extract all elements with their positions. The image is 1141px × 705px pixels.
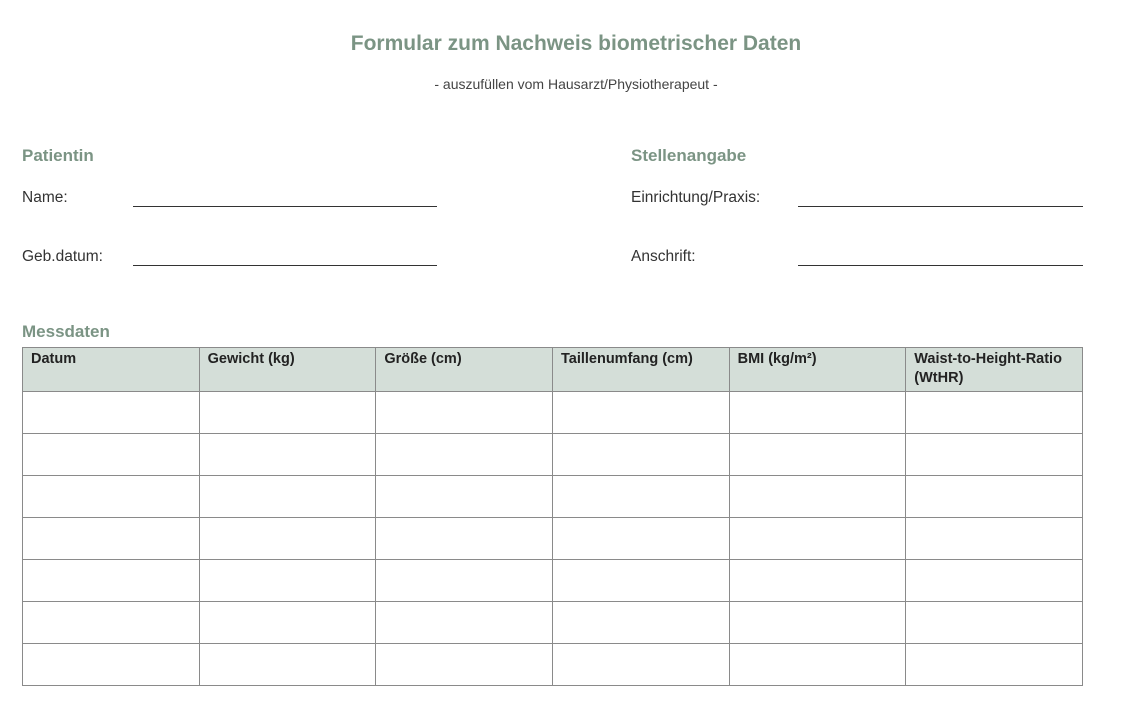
table-cell[interactable] bbox=[729, 476, 906, 518]
table-cell[interactable] bbox=[552, 518, 729, 560]
column-header-bmi: BMI (kg/m²) bbox=[729, 348, 906, 392]
table-cell[interactable] bbox=[23, 644, 200, 686]
measurements-body bbox=[23, 392, 1083, 686]
table-row bbox=[23, 644, 1083, 686]
address-field[interactable] bbox=[798, 265, 1083, 266]
patient-heading: Patientin bbox=[22, 146, 94, 165]
table-cell[interactable] bbox=[23, 392, 200, 434]
table-cell[interactable] bbox=[199, 560, 376, 602]
table-cell[interactable] bbox=[199, 644, 376, 686]
table-cell[interactable] bbox=[376, 392, 553, 434]
table-cell[interactable] bbox=[23, 602, 200, 644]
column-header-height: Größe (cm) bbox=[376, 348, 553, 392]
table-row bbox=[23, 392, 1083, 434]
table-cell[interactable] bbox=[376, 434, 553, 476]
column-header-weight: Gewicht (kg) bbox=[199, 348, 376, 392]
table-cell[interactable] bbox=[729, 518, 906, 560]
table-row bbox=[23, 476, 1083, 518]
table-cell[interactable] bbox=[552, 644, 729, 686]
table-cell[interactable] bbox=[199, 476, 376, 518]
birthdate-label: Geb.datum: bbox=[22, 248, 103, 265]
table-cell[interactable] bbox=[729, 644, 906, 686]
table-cell[interactable] bbox=[552, 602, 729, 644]
table-row bbox=[23, 602, 1083, 644]
table-cell[interactable] bbox=[376, 518, 553, 560]
table-header-row bbox=[23, 348, 1083, 392]
table-cell[interactable] bbox=[23, 560, 200, 602]
table-cell[interactable] bbox=[23, 434, 200, 476]
table-cell[interactable] bbox=[376, 560, 553, 602]
table-cell[interactable] bbox=[376, 476, 553, 518]
table-cell[interactable] bbox=[552, 392, 729, 434]
table-cell[interactable] bbox=[906, 434, 1083, 476]
table-cell[interactable] bbox=[906, 518, 1083, 560]
table-cell[interactable] bbox=[199, 518, 376, 560]
table-cell[interactable] bbox=[552, 560, 729, 602]
table-cell[interactable] bbox=[552, 434, 729, 476]
form-title: Formular zum Nachweis biometrischer Daten bbox=[350, 32, 802, 55]
measurements-table bbox=[22, 347, 1083, 686]
name-label: Name: bbox=[22, 189, 68, 206]
table-cell[interactable] bbox=[906, 602, 1083, 644]
birthdate-field[interactable] bbox=[133, 265, 437, 266]
table-cell[interactable] bbox=[729, 560, 906, 602]
address-label: Anschrift: bbox=[631, 248, 696, 265]
measurements-heading: Messdaten bbox=[22, 322, 110, 341]
table-cell[interactable] bbox=[23, 476, 200, 518]
table-row bbox=[23, 560, 1083, 602]
table-cell[interactable] bbox=[199, 434, 376, 476]
table-cell[interactable] bbox=[552, 476, 729, 518]
column-header-date: Datum bbox=[23, 348, 200, 392]
column-header-wthr: Waist-to-Height-Ratio (WtHR) bbox=[906, 348, 1083, 392]
table-cell[interactable] bbox=[199, 392, 376, 434]
name-field[interactable] bbox=[133, 206, 437, 207]
table-cell[interactable] bbox=[23, 518, 200, 560]
table-row bbox=[23, 518, 1083, 560]
office-heading: Stellenangabe bbox=[631, 146, 747, 165]
table-cell[interactable] bbox=[729, 434, 906, 476]
table-cell[interactable] bbox=[906, 560, 1083, 602]
table-cell[interactable] bbox=[376, 644, 553, 686]
table-cell[interactable] bbox=[906, 392, 1083, 434]
table-cell[interactable] bbox=[376, 602, 553, 644]
column-header-waist: Taillenumfang (cm) bbox=[552, 348, 729, 392]
table-cell[interactable] bbox=[729, 602, 906, 644]
practice-field[interactable] bbox=[798, 206, 1083, 207]
table-cell[interactable] bbox=[729, 392, 906, 434]
form-subtitle: - auszufüllen vom Hausarzt/Physiotherapeut - bbox=[434, 76, 718, 92]
table-cell[interactable] bbox=[199, 602, 376, 644]
table-cell[interactable] bbox=[906, 644, 1083, 686]
table-cell[interactable] bbox=[906, 476, 1083, 518]
practice-label: Einrichtung/Praxis: bbox=[631, 189, 761, 206]
table-row bbox=[23, 434, 1083, 476]
